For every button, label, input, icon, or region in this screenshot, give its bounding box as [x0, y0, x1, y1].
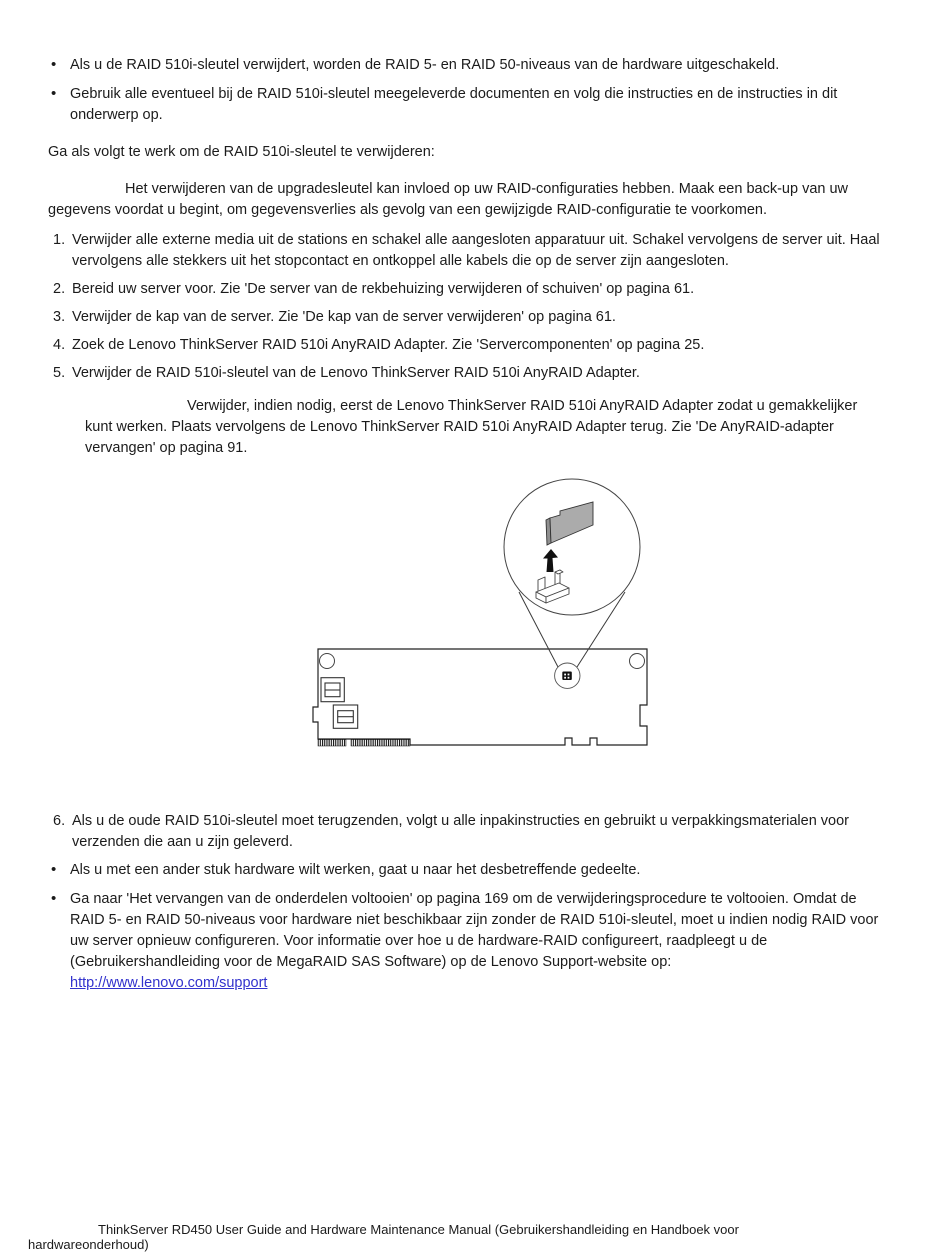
mounting-hole-left [320, 654, 335, 669]
bullet-text-parenthetical: (Gebruikershandleiding voor de MegaRAID SAS Software) op de Lenovo Support-website op: [70, 954, 672, 970]
numbered-step [53, 335, 880, 356]
board-connector-1 [321, 678, 344, 702]
mounting-hole-right [630, 654, 645, 669]
bullet-item [48, 84, 880, 126]
bullet-item [48, 889, 880, 994]
numbered-step [53, 307, 880, 328]
numbered-step [53, 230, 880, 272]
step-text: Verwijder de kap van de server. Zie 'De kap van de server verwijderen' op pagina 61. [72, 309, 616, 325]
bullet-text: Ga naar 'Het vervangen van de onderdelen voltooien' op pagina 169 om de verwijderingsprocedure te voltooien. Omdat de RAID 5- en RAID 50-niveaus voor hardware niet beschikbaar zijn zonder de RAID 510i-sleutel, moet u indien nodig RAID voor uw server opnieuw configureren. Voor informatie over hoe u de hardware-RAID configureert, raadpleegt u de [70, 891, 879, 949]
board-connector-2 [333, 705, 357, 728]
bullet-icon: • [51, 861, 57, 878]
numbered-step [53, 279, 880, 300]
step-text: Bereid uw server voor. Zie 'De server van de rekbehuizing verwijderen of schuiven' op pagina 61. [72, 281, 695, 297]
gold-fingers-left [318, 740, 346, 747]
step-number: 5. [53, 365, 66, 381]
bullet-icon: • [51, 85, 57, 102]
bullet-icon: • [51, 890, 57, 907]
step-number: 3. [53, 309, 66, 325]
numbered-step-list-continued [53, 811, 880, 853]
bottom-bullet-list [48, 860, 880, 994]
step-text: Zoek de Lenovo ThinkServer RAID 510i AnyRAID Adapter. Zie 'Servercomponenten' op pagina 25. [72, 337, 705, 353]
bullet-text: Als u met een ander stuk hardware wilt werken, gaat u naar het desbetreffende gedeelte. [70, 862, 641, 878]
page-footer: ThinkServer RD450 User Guide and Hardware Maintenance Manual (Gebruikershandleiding en Handboek voor hardwareonderhoud) [28, 1222, 739, 1252]
attention-paragraph: Het verwijderen van de upgradesleutel kan invloed op uw RAID-configuraties hebben. Maak een back-up van uw gegevens voordat u begint, om gegevensverlies als gevolg van een gewijzigde RAID-configuratie te voorkomen. [48, 181, 849, 218]
numbered-step [53, 363, 880, 384]
step-number: 6. [53, 813, 66, 829]
top-bullet-list [48, 55, 880, 126]
step-number: 4. [53, 337, 66, 353]
step-text: Verwijder de RAID 510i-sleutel van de Lenovo ThinkServer RAID 510i AnyRAID Adapter. [72, 365, 640, 381]
numbered-step [53, 811, 880, 853]
note-paragraph: Verwijder, indien nodig, eerst de Lenovo ThinkServer RAID 510i AnyRAID Adapter zodat u gemakkelijker kunt werken. Plaats vervolgens de Lenovo ThinkServer RAID 510i AnyRAID Adapter terug. Zie 'De AnyRAID-adapter vervangen' op pagina 91. [85, 398, 858, 456]
step-number: 1. [53, 232, 66, 248]
step-text: Als u de oude RAID 510i-sleutel moet terugzenden, volgt u alle inpakinstructies en gebruikt u verpakkingsmaterialen voor verzenden die aan u zijn geleverd. [72, 813, 849, 850]
magnifier-circle [504, 479, 640, 615]
numbered-step-list [53, 230, 880, 384]
raid-key-removal-figure [300, 473, 660, 755]
bullet-text: Gebruik alle eventueel bij de RAID 510i-sleutel meegeleverde documenten en volg die instructies en de instructies in dit onderwerp op. [70, 86, 838, 123]
step-number: 2. [53, 281, 66, 297]
intro-paragraph: Ga als volgt te werk om de RAID 510i-sleutel te verwijderen: [48, 144, 435, 160]
gold-fingers-right [351, 740, 410, 747]
bullet-text: Als u de RAID 510i-sleutel verwijdert, worden de RAID 5- en RAID 50-niveaus van de hardware uitgeschakeld. [70, 57, 780, 73]
key-socket-location [555, 663, 580, 688]
bullet-icon: • [51, 56, 57, 73]
step-text: Verwijder alle externe media uit de stations en schakel alle aangesloten apparatuur uit. Schakel vervolgens de server uit. Haal vervolgens alle stekkers uit het stopcontact en ontkoppel alle kabels die op de server zijn aangesloten. [72, 232, 880, 269]
lenovo-support-link[interactable]: http://www.lenovo.com/support [70, 975, 268, 991]
figure-container [300, 473, 660, 755]
adapter-board-illustration [313, 649, 647, 746]
bullet-item [48, 860, 880, 881]
bullet-item [48, 55, 880, 76]
